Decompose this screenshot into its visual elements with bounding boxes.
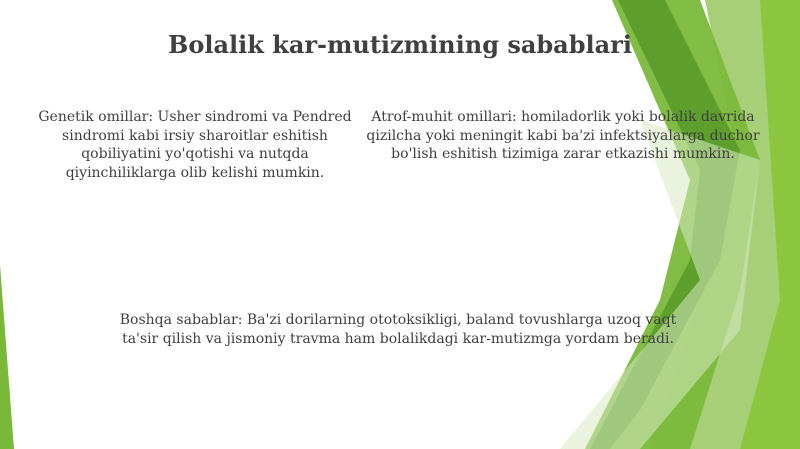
left-green-sliver <box>0 265 14 449</box>
slide-title: Bolalik kar-mutizmining sabablari <box>168 30 632 59</box>
genetic-factors-text: Genetik omillar: Usher sindromi va Pendred sindromi kabi irsiy sharoitlar eshitish qobiliyatini yo'qotishi va nutqda qiyinchiliklarga olib kelishi mumkin. <box>38 109 352 181</box>
other-causes-text: Boshqa sabablar: Ba'zi dorilarning ototoksikligi, baland tovushlarga uzoq vaqt ta'sir qilish va jismoniy travma ham bolalikdagi kar-mutizmga yordam beradi. <box>119 312 677 347</box>
environmental-factors-text: Atrof-muhit omillari: homiladorlik yoki bolalik davrida qizilcha yoki meningit kabi ba'zi infektsiyalarga duchor bo'lish eshitish tizimiga zarar etkazishi mumkin. <box>366 109 760 162</box>
